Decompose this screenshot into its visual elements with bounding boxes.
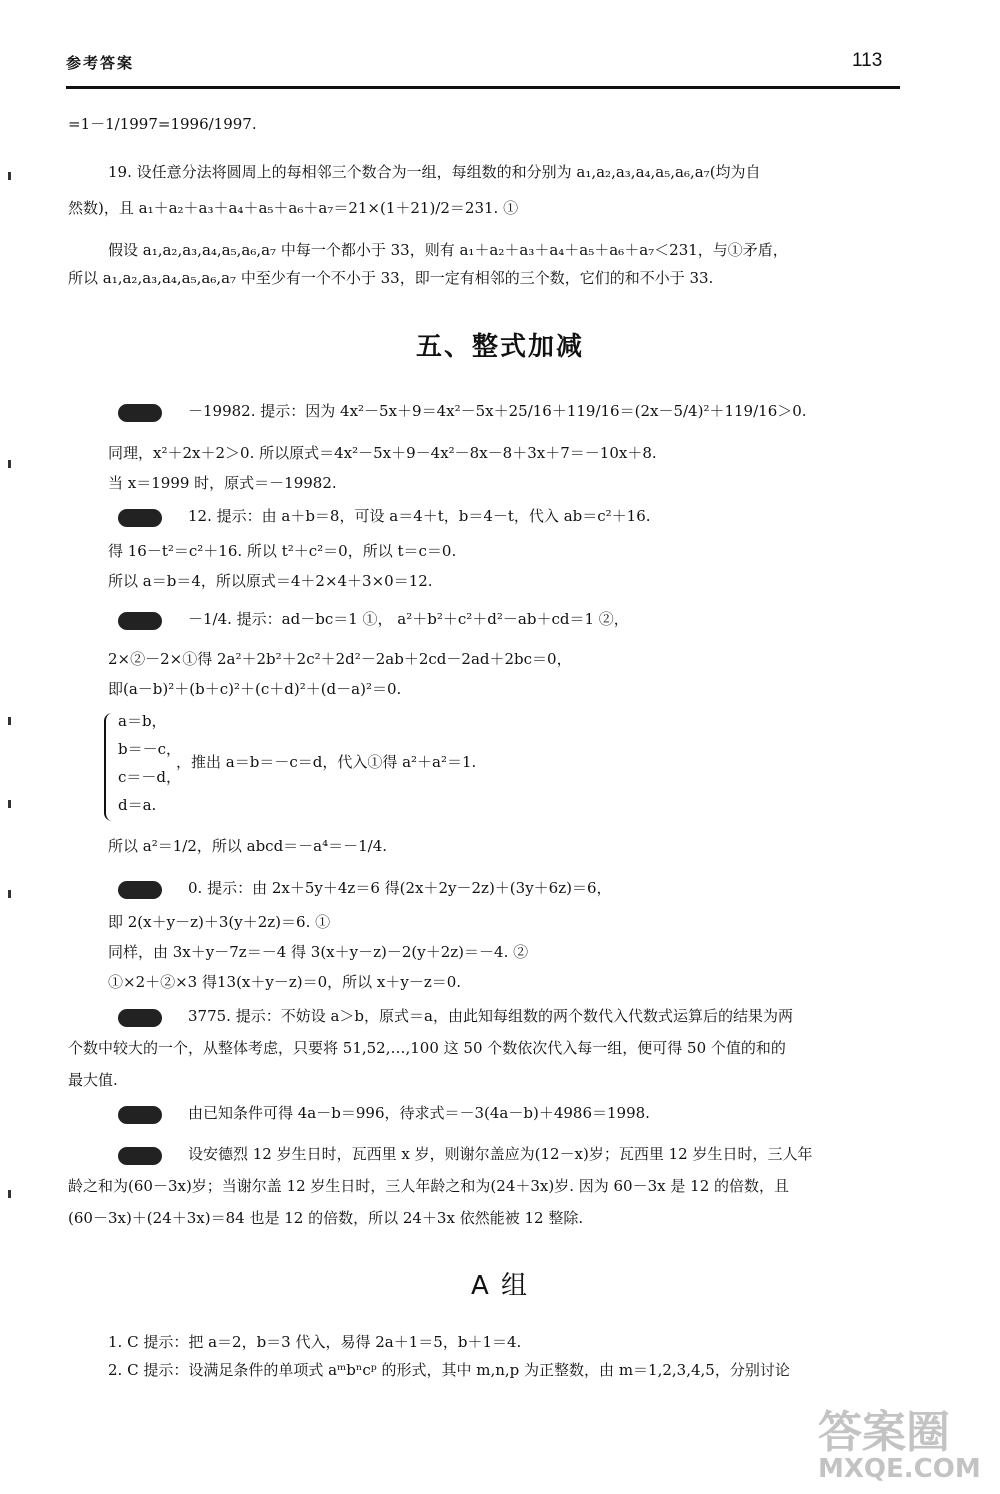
watermark-line1: 答案圈 [818,1407,950,1458]
text-line: 同理，x²＋2x＋2＞0. 所以原式＝4x²－5x＋9－4x²－8x－8＋3x＋7＝－10x＋8. [108,444,657,462]
text-line: =1－1/1997=1996/1997. [68,115,257,133]
margin-mark [8,717,11,725]
text-line: 2×②－2×①得 2a²＋2b²＋2c²＋2d²－2ab＋2cd－2ad＋2bc＝0， [108,650,572,668]
page-number: 113 [852,50,883,71]
problem-badge [118,509,162,527]
text-line: 同样，由 3x＋y－7z＝－4 得 3(x＋y－z)－2(y＋2z)＝－4. ② [108,943,529,961]
margin-mark [8,460,11,468]
section-title: 五、整式加减 [415,332,584,362]
problem-badge [118,881,162,899]
text-line: 设安德烈 12 岁生日时，瓦西里 x 岁，则谢尔盖应为(12－x)岁；瓦西里 12 岁生日时，三人年 [188,1145,813,1163]
text-line: 即(a－b)²＋(b＋c)²＋(c＋d)²＋(d－a)²＝0. [108,680,402,698]
answer-line: 2. C 提示：设满足条件的单项式 aᵐbⁿcᵖ 的形式，其中 m,n,p 为正整数，由 m＝1,2,3,4,5，分别讨论 [108,1361,790,1379]
header-rule [66,86,900,89]
system-brace [104,713,116,821]
text-line: b＝－c， [118,740,182,758]
text-line: d＝a. [118,796,157,814]
text-line: 19. 设任意分法将圆周上的每相邻三个数合为一组，每组数的和分别为 a₁,a₂,a₃,a₄,a₅,a₆,a₇(均为自 [108,163,761,181]
problem-badge [118,1147,162,1165]
text-line: 最大值. [68,1071,118,1089]
text-line: 0. 提示：由 2x＋5y＋4z＝6 得(2x＋2y－2z)＋(3y＋6z)＝6， [188,879,612,897]
running-header: 参考答案 [66,54,135,72]
text-line: 所以 a₁,a₂,a₃,a₄,a₅,a₆,a₇ 中至少有一个不小于 33，即一定有相邻的三个数，它们的和不小于 33. [68,269,714,287]
watermark [818,1396,988,1486]
text-line: －1/4. 提示：ad－bc＝1 ①， a²＋b²＋c²＋d²－ab＋cd＝1 ②， [188,610,629,628]
text-line: 假设 a₁,a₂,a₃,a₄,a₅,a₆,a₇ 中每一个都小于 33，则有 a₁＋a₂＋a₃＋a₄＋a₅＋a₆＋a₇＜231，与①矛盾， [108,241,788,259]
text-line: 个数中较大的一个，从整体考虑，只要将 51,52,…,100 这 50 个数依次代入每一组，便可得 50 个值的和的 [68,1039,786,1057]
text-line: 当 x＝1999 时，原式＝－19982. [108,474,337,492]
text-line: 即 2(x＋y－z)＋3(y＋2z)＝6. ① [108,913,331,931]
problem-badge [118,404,162,422]
text-line: ，推出 a＝b＝－c＝d，代入①得 a²＋a²＝1. [176,753,477,771]
text-line: 得 16－t²＝c²＋16. 所以 t²＋c²＝0，所以 t＝c＝0. [108,542,457,560]
group-title: A 组 [470,1271,530,1301]
text-line: 12. 提示：由 a＋b＝8，可设 a＝4＋t，b＝4－t，代入 ab＝c²＋16. [188,507,651,525]
margin-mark [8,1190,11,1198]
problem-badge [118,1009,162,1027]
text-line: 3775. 提示：不妨设 a＞b，原式＝a，由此知每组数的两个数代入代数式运算后的结果为两 [188,1007,793,1025]
text-line: 所以 a＝b＝4，所以原式＝4＋2×4＋3×0＝12. [108,572,433,590]
text-line: 所以 a²＝1/2，所以 abcd＝－a⁴＝－1/4. [108,837,388,855]
margin-mark [8,890,11,898]
text-line: －19982. 提示：因为 4x²－5x＋9＝4x²－5x＋25/16＋119/16＝(2x－5/4)²＋119/16＞0. [188,402,807,420]
answer-line: 1. C 提示：把 a＝2，b＝3 代入，易得 2a＋1＝5，b＋1＝4. [108,1333,522,1351]
margin-mark [8,800,11,808]
text-line: 由已知条件可得 4a－b＝996，待求式＝－3(4a－b)＋4986＝1998. [188,1104,650,1122]
problem-badge [118,1106,162,1124]
text-line: 然数)，且 a₁＋a₂＋a₃＋a₄＋a₅＋a₆＋a₇＝21×(1＋21)/2＝231. ① [68,199,519,217]
text-line: a＝b， [118,712,167,730]
margin-mark [8,172,11,180]
text-line: 龄之和为(60－3x)岁；当谢尔盖 12 岁生日时，三人年龄之和为(24＋3x)岁. 因为 60－3x 是 12 的倍数，且 [68,1177,789,1195]
text-line: (60－3x)＋(24＋3x)＝84 也是 12 的倍数，所以 24＋3x 依然能被 12 整除. [68,1209,584,1227]
text-line: c＝－d， [118,768,182,786]
text-line: ①×2＋②×3 得13(x＋y－z)＝0，所以 x＋y－z＝0. [108,973,462,991]
watermark-line2: MXQE.COM [818,1454,981,1484]
problem-badge [118,612,162,630]
